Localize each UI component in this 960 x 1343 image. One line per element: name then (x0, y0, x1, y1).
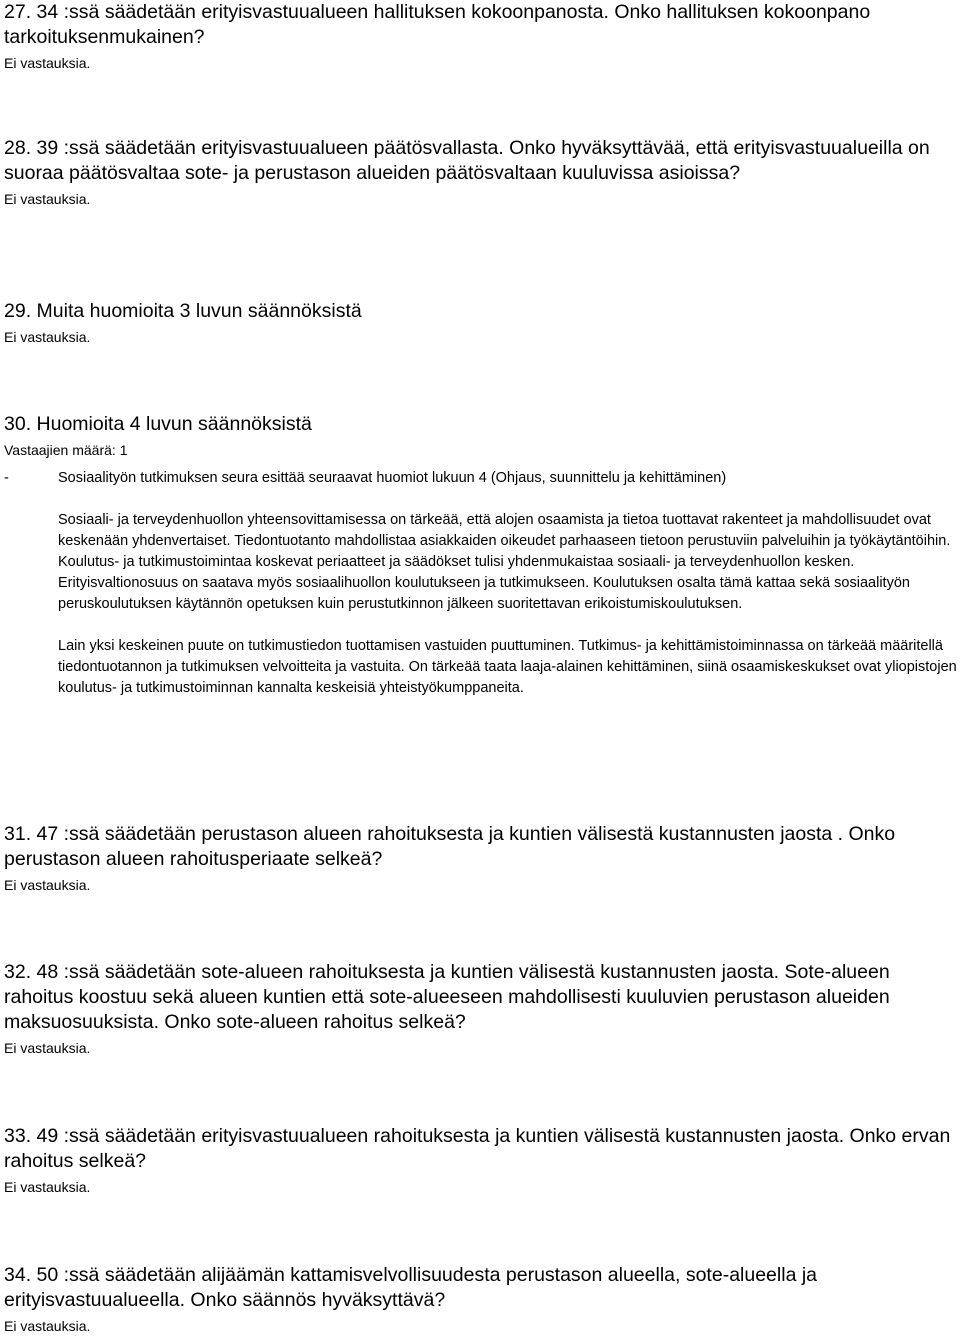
no-answers-label: Ei vastauksia. (4, 1040, 91, 1056)
question-title: 31. 47 :ssä säädetään perustason alueen rahoituksesta ja kuntien välisestä kustannusten jaosta . Onko perustason alueen rahoitusperiaate selkeä? (4, 823, 896, 870)
question-title: 32. 48 :ssä säädetään sote-alueen rahoituksesta ja kuntien välisestä kustannusten jaosta. Sote-alueen rahoitus koostuu sekä alueen kuntien että sote-alueeseen mahdollisesti kuuluvien perustason alueiden maksuosuuksista. Onko sote-alueen rahoitus selkeä? (4, 961, 890, 1033)
question-28 (4, 136, 956, 208)
response-paragraph-1: Sosiaali- ja terveydenhuollon yhteensovittamisessa on tärkeää, että alojen osaamista ja tietoa tuottavat rakenteet ja mahdollisuudet ovat keskenään yhdenvertaiset. Tiedontuotanto mahdollistaa asiakkaiden oikeudet parhaaseen tietoon perustuviin palveluihin ja työkäytäntöihin. (58, 512, 951, 549)
response-intro: Sosiaalityön tutkimuksen seura esittää seuraavat huomiot lukuun 4 (Ohjaus, suunnittelu ja kehittäminen) (58, 470, 727, 486)
question-33 (4, 1124, 956, 1196)
question-title: 28. 39 :ssä säädetään erityisvastuualueen päätösvallasta. Onko hyväksyttävää, että erityisvastuualueilla on suoraa päätösvaltaa sote- ja perustason alueiden päätösvaltaan kuuluvissa asioissa? (4, 137, 930, 184)
question-27 (4, 0, 956, 72)
response-paragraph-3: Lain yksi keskeinen puute on tutkimustiedon tuottamisen vastuiden puuttuminen. Tutkimus- ja kehittämistoiminnassa on tärkeää määritellä tiedontuotannon ja tutkimuksen velvoitteita ja vastuita. On tärkeää taata laaja-alainen kehittäminen, siinä osaamiskeskukset ovat yliopistojen koulutus- ja tutkimustoiminnan kannalta keskeisiä yhteistyökumppaneita. (58, 638, 957, 696)
no-answers-label: Ei vastauksia. (4, 55, 91, 71)
question-title: 34. 50 :ssä säädetään alijäämän kattamisvelvollisuudesta perustason alueella, sote-alueella ja erityisvastuualueella. Onko säännös hyväksyttävä? (4, 1264, 818, 1311)
question-title: 29. Muita huomioita 3 luvun säännöksistä (4, 300, 362, 322)
no-answers-label: Ei vastauksia. (4, 191, 91, 207)
question-34 (4, 1263, 956, 1335)
question-title: 30. Huomioita 4 luvun säännöksistä (4, 413, 312, 435)
no-answers-label: Ei vastauksia. (4, 877, 91, 893)
question-31 (4, 822, 956, 894)
question-30 (4, 412, 956, 459)
question-32 (4, 960, 956, 1057)
no-answers-label: Ei vastauksia. (4, 1179, 91, 1195)
question-title: 33. 49 :ssä säädetään erityisvastuualueen rahoituksesta ja kuntien välisestä kustannusten jaosta. Onko ervan rahoitus selkeä? (4, 1125, 951, 1172)
question-title: 27. 34 :ssä säädetään erityisvastuualueen hallituksen kokoonpanosta. Onko hallituksen kokoonpano tarkoituksenmukainen? (4, 1, 871, 48)
no-answers-label: Ei vastauksia. (4, 1318, 91, 1334)
response-paragraph-2: Koulutus- ja tutkimustoimintaa koskevat periaatteet ja säädökset tulisi yhdenmukaistaa sosiaali- ja terveydenhuollon kesken. Erityisvaltionosuus on saatava myös sosiaalihuollon koulutukseen ja tutkimukseen. Koulutuksen osalta tämä kattaa sekä sosiaalityön peruskoulutuksen käytännön opetuksen kuin perustutkinnon jälkeen suoritettavan erikoistumiskoulutuksen. (58, 554, 910, 612)
response-text (58, 468, 958, 699)
list-dash: - (4, 470, 9, 486)
no-answers-label: Ei vastauksia. (4, 329, 91, 345)
question-29 (4, 299, 956, 346)
respondent-count: Vastaajien määrä: 1 (4, 442, 128, 458)
